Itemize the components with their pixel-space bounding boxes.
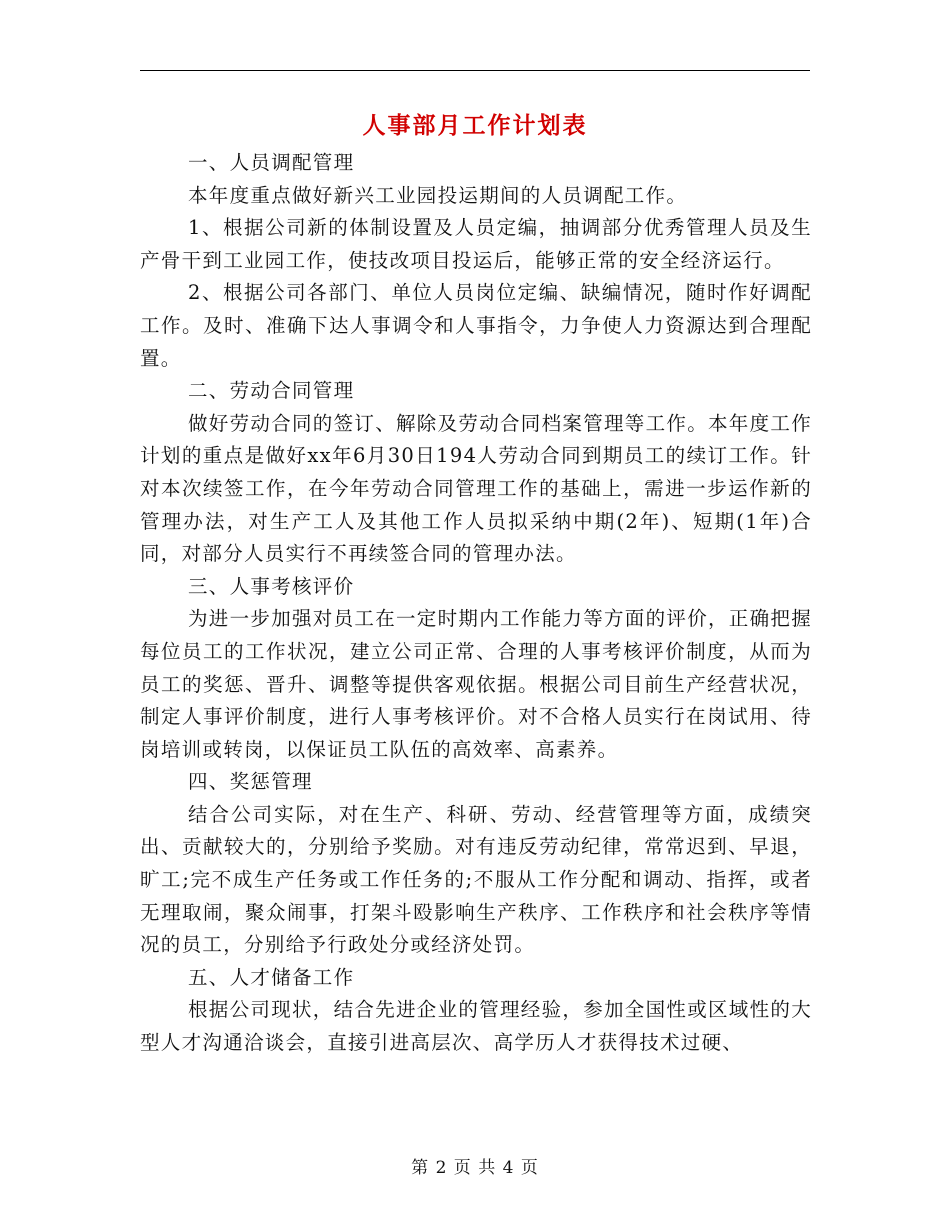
document-body xyxy=(140,147,812,1060)
document-title: 人事部月工作计划表 xyxy=(362,112,588,139)
section-heading-4: 四、奖惩管理 xyxy=(188,770,313,794)
section-heading-1: 一、人员调配管理 xyxy=(188,151,355,174)
section-heading-3: 三、人事考核评价 xyxy=(188,574,355,598)
paragraph: 结合公司实际，对在生产、科研、劳动、经营管理等方面，成绩突出、贡献较大的，分别给予奖励。对有违反劳动纪律，常常迟到、早退，旷工;完不成生产任务或工作任务的;不服从工作分配和调动、指挥，或者无理取闹，聚众闹事，打架斗殴影响生产秩序、工作秩序和社会秩序等情况的员工，分别给予行政处分或经济处罚。 xyxy=(140,802,812,957)
paragraph: 1、根据公司新的体制设置及人员定编，抽调部分优秀管理人员及生产骨干到工业园工作，使技改项目投运后，能够正常的安全经济运行。 xyxy=(140,216,812,272)
paragraph: 2、根据公司各部门、单位人员岗位定编、缺编情况，随时作好调配工作。及时、准确下达人事调令和人事指令，力争使人力资源达到合理配置。 xyxy=(140,281,812,370)
paragraph: 本年度重点做好新兴工业园投运期间的人员调配工作。 xyxy=(188,183,688,207)
page-footer: 第 2 页 共 4 页 xyxy=(411,1158,539,1178)
paragraph: 根据公司现状，结合先进企业的管理经验，参加全国性或区域性的大型人才沟通洽谈会，直接引进高层次、高学历人才获得技术过硬、 xyxy=(140,998,813,1055)
section-heading-5: 五、人才储备工作 xyxy=(188,965,355,989)
header-rule xyxy=(140,70,810,71)
section-heading-2: 二、劳动合同管理 xyxy=(188,379,355,403)
paragraph: 为进一步加强对员工在一定时期内工作能力等方面的评价，正确把握每位员工的工作状况，建立公司正常、合理的人事考核评价制度，从而为员工的奖惩、晋升、调整等提供客观依据。根据公司目前生产经营状况，制定人事评价制度，进行人事考核评价。对不合格人员实行在岗试用、待岗培训或转岗，以保证员工队伍的高效率、高素养。 xyxy=(140,607,813,761)
paragraph: 做好劳动合同的签订、解除及劳动合同档案管理等工作。本年度工作计划的重点是做好xx年6月30日194人劳动合同到期员工的续订工作。针对本次续签工作，在今年劳动合同管理工作的基础上，需进一步运作新的管理办法，对生产工人及其他工作人员拟采纳中期(2年)、短期(1年)合同，对部分人员实行不再续签合同的管理办法。 xyxy=(140,411,813,566)
